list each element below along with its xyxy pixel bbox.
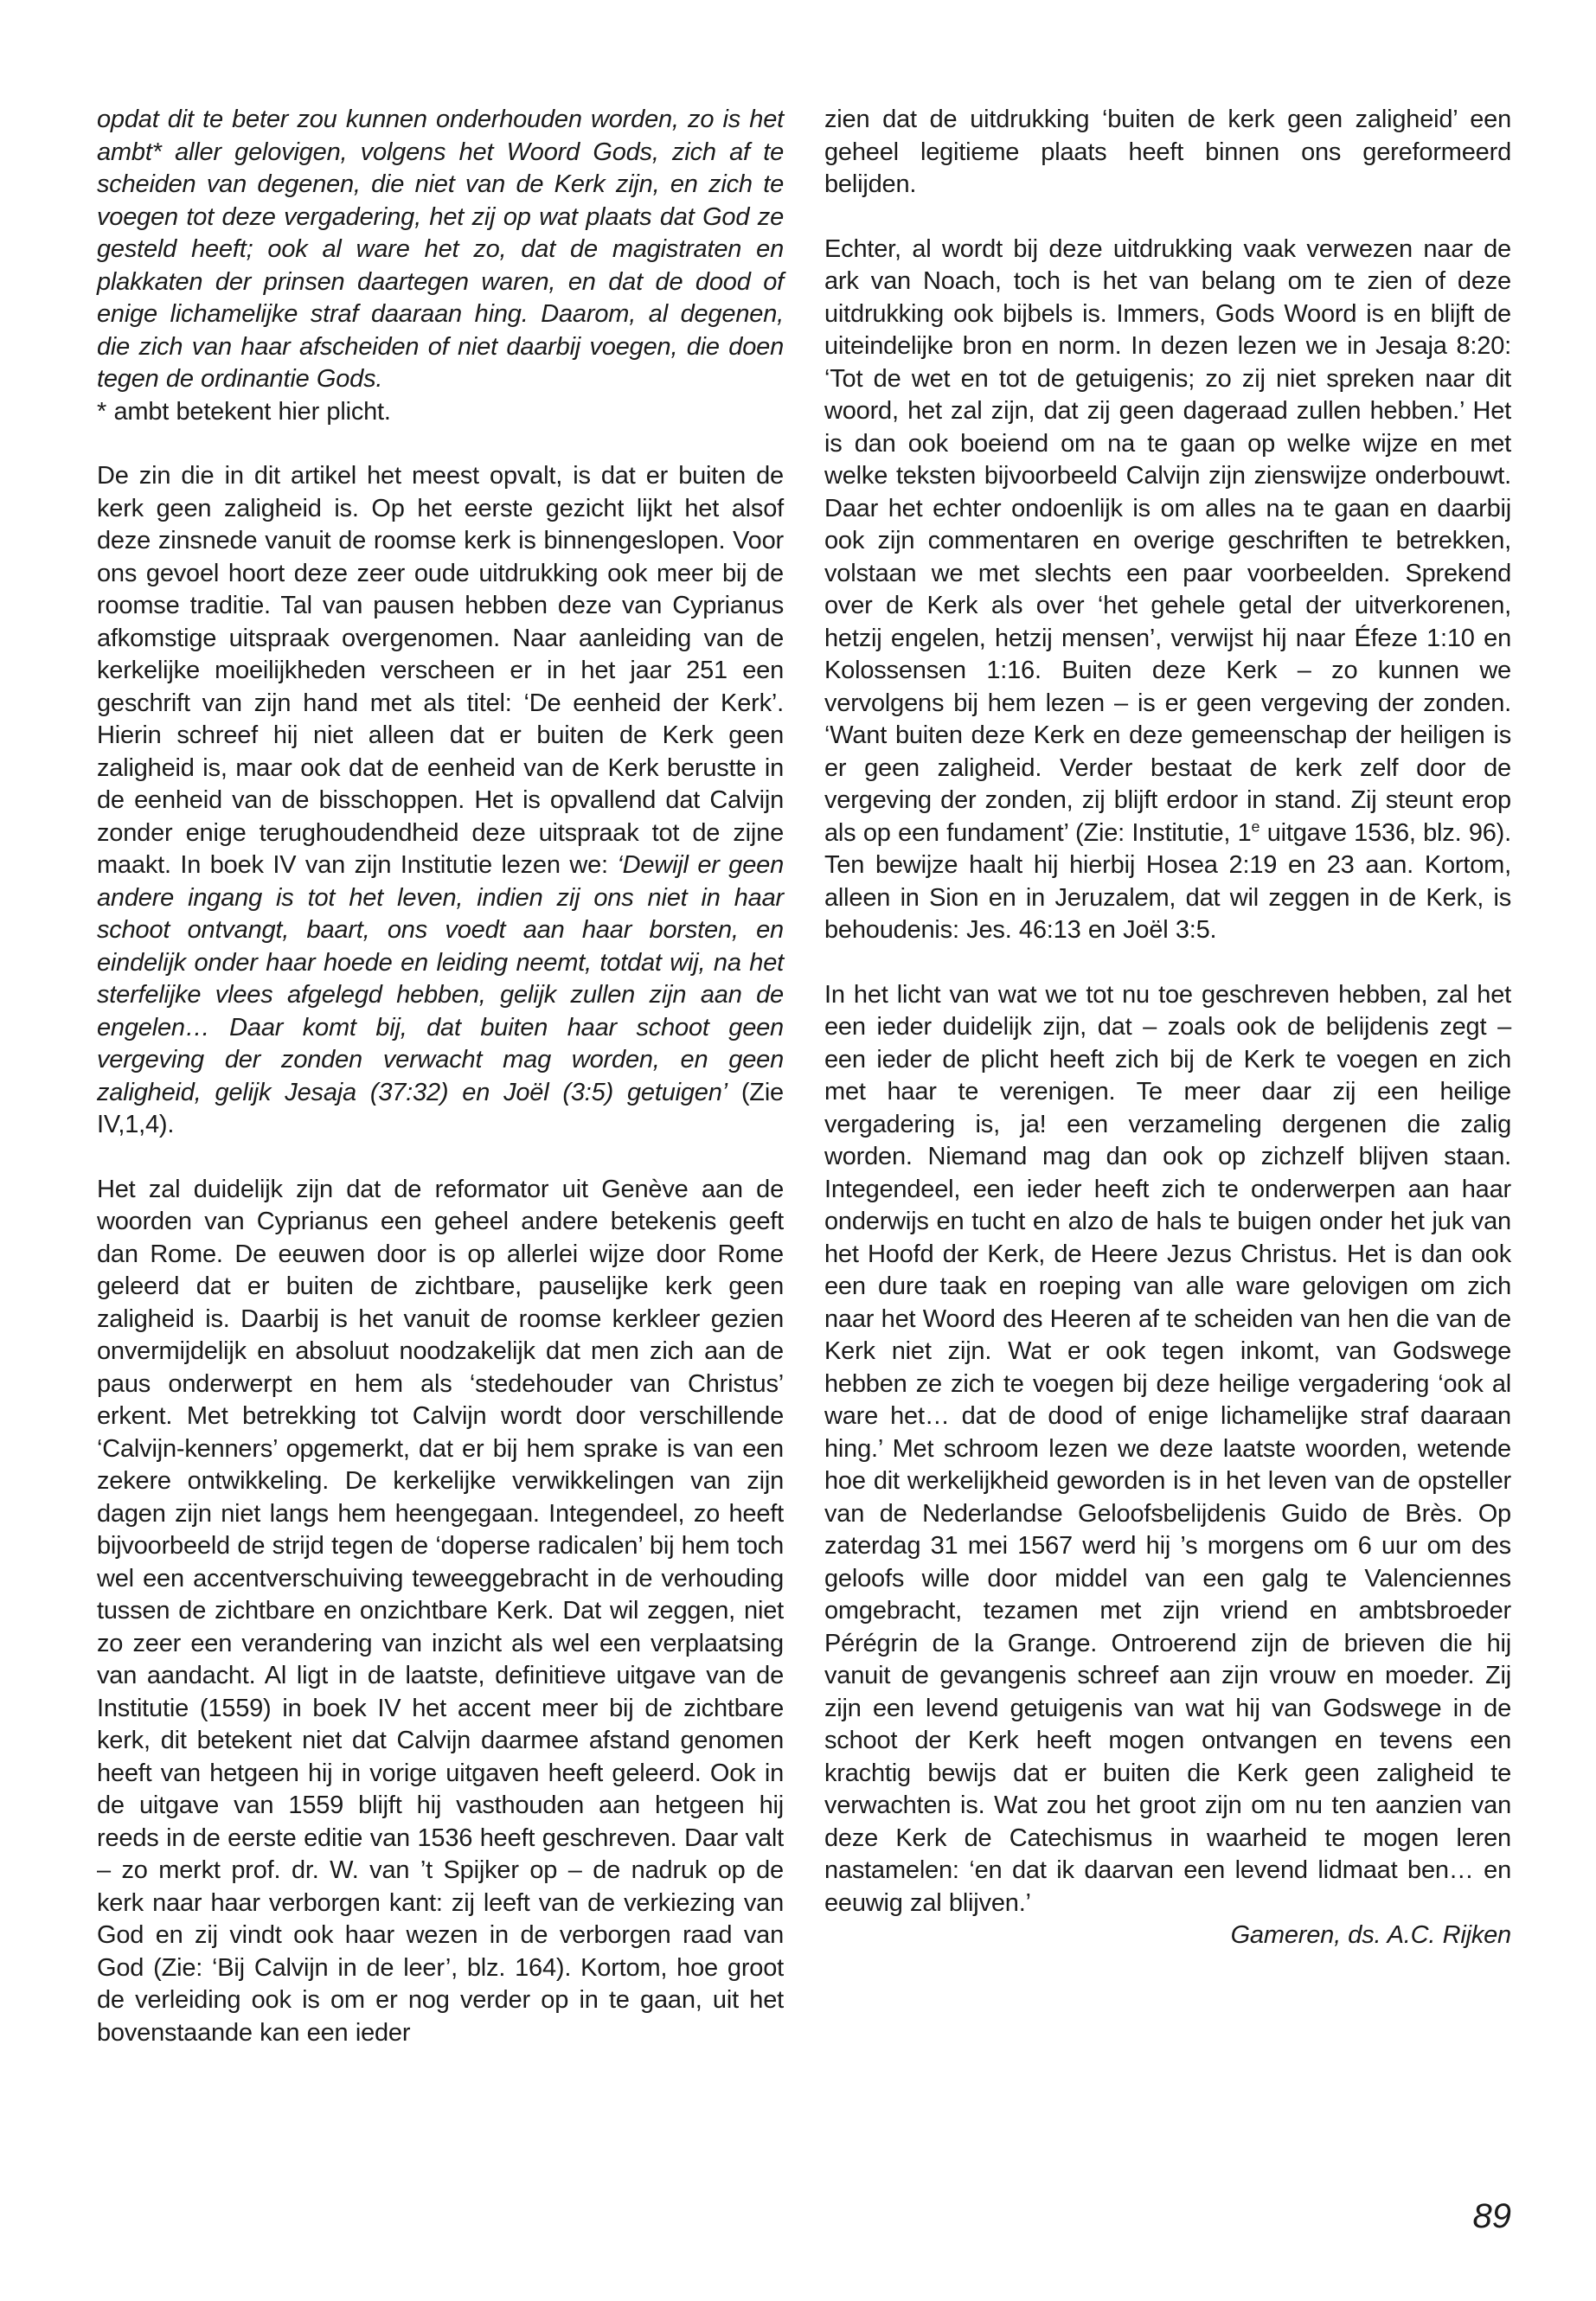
footnote-line: * ambt betekent hier plicht. (97, 397, 391, 426)
paragraph-text: Echter, al wordt bij deze uitdrukking vaak verwezen naar de ark van Noach, toch is het van belang om te zien of deze uitdrukking ook bijbels is. Immers, Gods Woord is en blijft de uiteindelijke bron en norm. In dezen lezen we in Jesaja 8:20: ‘Tot de wet en tot de getuigenis; zo zij niet spreken naar dit woord, het zal zijn, dat zij geen dageraad zullen hebben.’ Het is dan ook boeiend om na te gaan op welke wijze en met welke teksten bijvoorbeeld Calvijn zijn zienswijze onderbouwt. Daar het echter ondoenlijk is om alles na te gaan en daarbij ook zijn commentaren en overige geschriften te betrekken, volstaan we met slechts een paar voorbeelden. Sprekend over de Kerk als over ‘het gehele getal der uitverkorenen, hetzij engelen, hetzij mensen’, verwijst hij naar Éfeze 1:10 en Kolossensen 1:16. Buiten deze Kerk – zo kunnen we vervolgens bij hem lezen – is er geen vergeving der zonden. ‘Want buiten deze Kerk en deze gemeenschap der heiligen is er geen zaligheid. Verder bestaat de kerk zelf door de vergeving der zonden, zij blijft erdoor in stand. Zij steunt erop als op een fundament’ (Zie: Institutie, 1 (824, 234, 1511, 847)
institutie-quote: ‘Dewijl er geen andere ingang is tot het leven, indien zij ons niet in haar schoot ontvangt, baart, ons voedt aan haar borsten, en eindelijk onder haar hoede en leiding neemt, totdat wij, na het sterfelijke vlees afgelegd hebben, gelijk zullen zijn aan de engelen… Daar komt bij, dat buiten haar schoot geen vergeving der zonden verwacht mag worden, en geen zaligheid, gelijk Jesaja (37:32) en Joël (3:5) getuigen’ (97, 851, 784, 1106)
superscript-e: e (1251, 817, 1260, 835)
opening-quote-paragraph: opdat dit te beter zou kunnen onderhouden worden, zo is het ambt* aller gelovigen, volgens het Woord Gods, zich af te scheiden van degenen, die niet van de Kerk zijn, en zich te voegen tot deze vergadering, het zij op wat plaats dat God ze gesteld heeft; ook al ware het zo, dat de magistraten en plakkaten der prinsen daartegen waren, en dat de dood of enige lichamelijke straf daaraan hing. Daarom, al degenen, die zich van haar afscheiden of niet daarbij voegen, die doen tegen de ordinantie Gods. (97, 106, 784, 393)
paragraph: Het zal duidelijk zijn dat de reformator uit Genève aan de woorden van Cyprianus een geheel andere betekenis geeft dan Rome. De eeuwen door is op allerlei wijze door Rome geleerd dat er buiten de zichtbare, pauselijke kerk geen zaligheid is. Daarbij is het vanuit de roomse kerkleer gezien onvermijdelijk en absoluut noodzakelijk dat men zich aan de paus onderwerpt en hem als ‘stedehouder van Christus’ erkent. Met betrekking tot Calvijn wordt door verschillende ‘Calvijn-kenners’ opgemerkt, dat er bij hem sprake is van een zekere ontwikkeling. De kerkelijke verwikkelingen van zijn dagen zijn niet langs hem heengegaan. Integendeel, zo heeft bijvoorbeeld de strijd tegen de ‘doperse radicalen’ bij hem toch wel een accentverschuiving teweeggebracht in de verhouding tussen de zichtbare en onzichtbare Kerk. Dat wil zeggen, niet zo zeer een verandering van inzicht als wel een verplaatsing van aandacht. Al ligt in de laatste, definitieve uitgave van de Institutie (1559) in boek IV het accent meer bij de zichtbare kerk, dit betekent niet dat Calvijn daarmee afstand genomen heeft van hetgeen hij in vorige uitgaven heeft geleerd. Ook in de uitgave van 1559 blijft hij vasthouden aan hetgeen hij reeds in de eerste editie van 1536 heeft geschreven. Daar valt – zo merkt prof. dr. W. van ’t Spijker op – de nadruk op de kerk naar haar verborgen kant: zij leeft van de verkiezing van God en zij vindt ook haar wezen in de verborgen raad van God (Zie: ‘Bij Calvijn in de leer’, blz. 164). Kortom, hoe groot de verleiding ook is om er nog verder op in te gaan, uit het bovenstaande kan een ieder (97, 1175, 784, 2047)
paragraph: In het licht van wat we tot nu toe geschreven hebben, zal het een ieder duidelijk zijn, dat – zoals ook de belijdenis zegt – een ieder de plicht heeft zich bij de Kerk te voegen en zich met haar te verenigen. Te meer daar zij een heilige vergadering is, ja! een verzameling dergenen die zalig worden. Niemand mag dan ook op zichzelf blijven staan. Integendeel, een ieder heeft zich te onderwerpen aan haar onderwijs en tucht en alzo de hals te buigen onder het juk van het Hoofd der Kerk, de Heere Jezus Christus. Het is dan ook een dure taak en roeping van alle ware gelovigen om zich naar het Woord des Heeren af te scheiden van hen die van de Kerk niet zijn. Wat er ook tegen inkomt, van Godswege hebben ze zich te voegen bij deze heilige vergadering ‘ook al ware het… dat de dood of enige lichamelijke straf daaraan hing.’ Met schroom lezen we deze laatste woorden, wetende hoe dit werkelijkheid geworden is in het leven van de opsteller van de Nederlandse Geloofsbelijdenis Guido de Brès. Op zaterdag 31 mei 1567 werd hij ’s morgens om 6 uur om des geloofs wille door middel van een galg te Valenciennes omgebracht, tezamen met zijn vriend en ambtsbroeder Pérégrin de la Grange. Ontroerend zijn de brieven die hij vanuit de gevangenis schreef aan zijn vrouw en moeder. Zij zijn een levend getuigenis van wat hij van Godswege in de schoot der Kerk heeft mogen ontvangen en tevens een krachtig bewijs dat er buiten die Kerk geen zaligheid te verwachten is. Wat zou het groot zijn om nu ten aanzien van deze Kerk de Catechismus in waarheid te mogen leren nastamelen: ‘en dat ik daarvan een levend lidmaat ben… en eeuwig zal blijven.’ (824, 980, 1511, 1917)
paragraph-text: De zin die in dit artikel het meest opvalt, is dat er buiten de kerk geen zaligheid is. Op het eerste gezicht lijkt het alsof deze zinsnede vanuit de roomse kerk is binnengeslopen. Voor ons gevoel hoort deze zeer oude uitdrukking ook meer bij de roomse traditie. Tal van pausen hebben deze van Cyprianus afkomstige uitspraak overgenomen. Naar aanleiding van de kerkelijke moeilijkheden verscheen er in het jaar 251 een geschrift van zijn hand met als titel: ‘De eenheid der Kerk’. Hierin schreef hij niet alleen dat er buiten de Kerk geen zaligheid is, maar ook dat de eenheid van de Kerk berustte in de eenheid van de bisschoppen. Het is opvallend dat Calvijn zonder enige terughoudendheid deze uitspraak tot de zijne maakt. In boek IV van zijn Institutie lezen we: (97, 462, 784, 879)
author-signature: Gameren, ds. A.C. Rijken (1230, 1921, 1511, 1949)
quote-reference: (Zie IV,1,4). (97, 1078, 784, 1138)
right-column (824, 104, 1511, 2049)
paragraph-text: uitgave 1536, blz. 96). Ten bewijze haalt hij hierbij Hosea 2:19 en 23 aan. Kortom, alleen in Sion en in Jeruzalem, dat wil zeggen in de Kerk, is behoudenis: Jes. 46:13 en Joël 3:5. (824, 818, 1511, 944)
paragraph (97, 460, 784, 1142)
paragraph (824, 234, 1511, 947)
paragraph: zien dat de uitdrukking ‘buiten de kerk geen zaligheid’ een geheel legitieme plaats heeft binnen ons gereformeerd belijden. (824, 106, 1511, 198)
left-column (97, 104, 784, 2049)
article-body (97, 104, 1511, 2049)
page-number: 89 (1472, 2197, 1511, 2235)
